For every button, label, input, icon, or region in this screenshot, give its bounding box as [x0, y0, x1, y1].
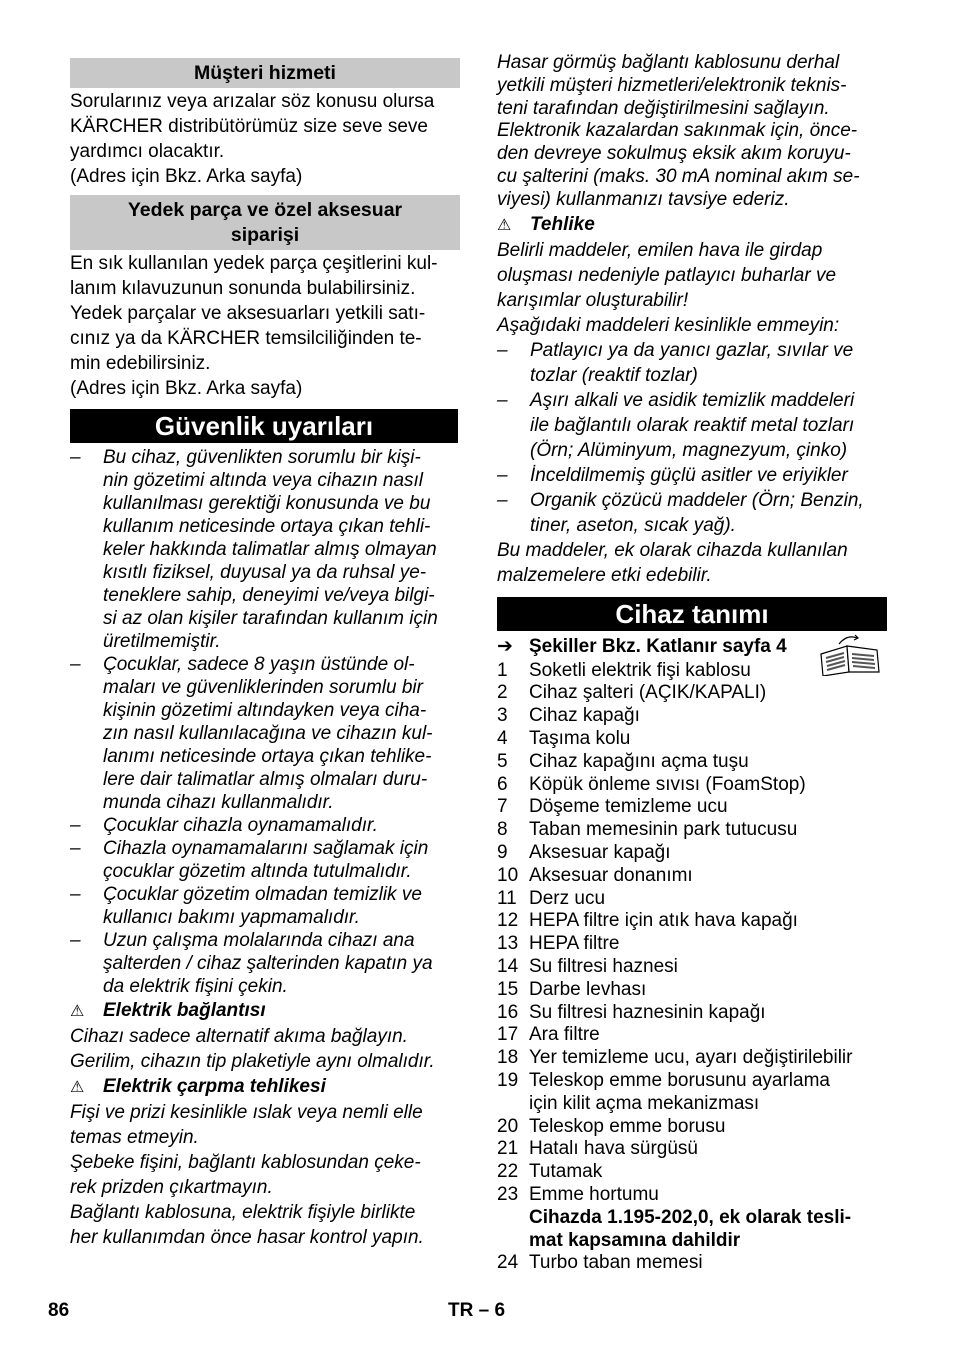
cable-damage-text: [497, 52, 887, 212]
device-parts-list: [497, 660, 887, 1207]
text-line: Çocuklar cihazla oynamamalıdır.: [103, 815, 378, 836]
spare-parts-heading: [70, 195, 460, 250]
item-text: Aksesuar donanımı: [529, 864, 693, 886]
danger-heading: [497, 212, 887, 238]
item-number: 11: [497, 887, 517, 909]
dash-marker: –: [70, 815, 81, 836]
item-text: [103, 814, 460, 837]
dash-marker: –: [70, 838, 81, 859]
spare-parts-text: [70, 251, 460, 401]
left-column: [70, 52, 460, 1250]
list-item: [70, 653, 460, 814]
text-line: Çocuklar, sadece 8 yaşın üstünde ol-: [103, 654, 415, 675]
text-line: oluşması nedeniyle patlayıcı buharlar ve: [497, 264, 837, 286]
list-item: [497, 1138, 887, 1161]
electric-connection-text: [70, 1024, 460, 1074]
item-number: 12: [497, 910, 519, 932]
item-number: 4: [497, 727, 508, 749]
list-item: [497, 682, 887, 705]
text-line: tiner, aseton, sıcak yağ).: [530, 514, 736, 536]
item-number: 18: [497, 1047, 519, 1069]
item-number: 24: [497, 1252, 519, 1274]
text-line: lanım kılavuzunun sonunda bulabilirsiniz.: [70, 278, 416, 299]
text-line: Bu cihaz, güvenlikten sorumlu bir kişi-: [103, 447, 421, 468]
item-text: Cihaz kapağı: [529, 705, 640, 727]
item-text: Turbo taban memesi: [529, 1252, 703, 1274]
text-line: teni tarafından değiştirilmesini sağlayın.: [497, 97, 830, 119]
text-line: munda cihazı kullanmalıdır.: [103, 792, 334, 813]
list-item: [497, 774, 887, 797]
list-item: [70, 446, 460, 653]
text-line: den devreye sokulmuş eksik akım koruyu-: [497, 143, 851, 165]
heading-line: siparişi: [230, 224, 300, 246]
dash-marker: –: [70, 930, 81, 951]
item-text: Derz ucu: [529, 887, 606, 909]
electric-connection-heading: [70, 998, 460, 1024]
list-item: [497, 388, 887, 463]
list-item: [70, 883, 460, 929]
note-line: mat kapsamına dahildir: [529, 1229, 741, 1251]
text-line: kişinin gözetimi altındayken veya ciha-: [103, 700, 427, 721]
item-number: 3: [497, 705, 508, 727]
item-text: [530, 463, 887, 488]
list-item: [497, 888, 887, 911]
text-line: nin gözetimi altında veya cihazın nasıl: [103, 470, 424, 491]
item-number: 22: [497, 1161, 519, 1183]
device-description-heading: Cihaz tanımı: [497, 597, 887, 631]
list-item: [497, 796, 887, 819]
text-line: maları ve güvenliklerinden sorumlu bir: [103, 677, 423, 698]
list-item: [497, 728, 887, 751]
item-text: [530, 388, 887, 463]
text-line: min edebilirsiniz.: [70, 353, 211, 374]
text-line: şalterden / cihaz şalterinden kapatın ya: [103, 953, 433, 974]
item-number: 17: [497, 1024, 519, 1046]
note-line: Cihazda 1.195-202,0, ek olarak tesli-: [529, 1206, 852, 1228]
list-item: [497, 1161, 887, 1184]
item-number: 2: [497, 682, 508, 704]
item-text: [103, 446, 460, 653]
item-text: Aksesuar kapağı: [529, 841, 671, 863]
item-number: 7: [497, 796, 508, 818]
danger-text: [497, 238, 887, 338]
item-number: 10: [497, 864, 519, 886]
item-text: Hatalı hava sürgüsü: [529, 1138, 698, 1160]
text-line: İnceldilmemiş güçlü asitler ve eriyikler: [530, 464, 848, 486]
text-line: her kullanımdan önce hasar kontrol yapın.: [70, 1227, 424, 1248]
text-line: da elektrik fişini çekin.: [103, 976, 288, 997]
item-number: 8: [497, 819, 508, 841]
item-text: [103, 653, 460, 814]
item-text: Emme hortumu: [529, 1183, 659, 1205]
item-number: 13: [497, 933, 519, 955]
list-item: [497, 933, 887, 956]
item-text: Su filtresi haznesinin kapağı: [529, 1001, 766, 1023]
text-line: Bağlantı kablosuna, elektrik fişiyle birlikte: [70, 1202, 416, 1223]
text-line: teneklere sahip, deneyimi ve/veya bilgi-: [103, 585, 435, 606]
book-icon: [817, 632, 883, 676]
list-item: [497, 338, 887, 388]
list-item: [497, 1093, 887, 1116]
item-text: Ara filtre: [529, 1024, 600, 1046]
list-item: [497, 819, 887, 842]
text-line: si az olan kişiler tarafından kullanım için: [103, 608, 438, 629]
text-line: viyesi) kullanmanızı tavsiye ederiz.: [497, 188, 790, 210]
item-number: 6: [497, 773, 508, 795]
text-line: kısıtlı fiziksel, duyusal ya da ruhsal ye-: [103, 562, 427, 583]
text-line: kullanıcı bakımı yapmamalıdır.: [103, 907, 360, 928]
device-note: [497, 1207, 887, 1253]
item-number: 16: [497, 1001, 519, 1023]
item-text: Cihaz şalteri (AÇIK/KAPALI): [529, 682, 767, 704]
list-item: [497, 842, 887, 865]
text-line: Belirli maddeler, emilen hava ile girdap: [497, 239, 823, 261]
list-item: [497, 1070, 887, 1093]
text-line: Uzun çalışma molalarında cihazı ana: [103, 930, 415, 951]
text-line: kullanım neticesinde ortaya çıkan tehli-: [103, 516, 431, 537]
text-line: üretilmemiştir.: [103, 631, 221, 652]
right-column: [497, 52, 887, 1275]
item-number: 19: [497, 1069, 519, 1091]
text-line: Aşırı alkali ve asidik temizlik maddeleri: [530, 389, 855, 411]
page-number: 86: [48, 1300, 70, 1321]
item-number: 15: [497, 978, 519, 1000]
item-text: Cihaz kapağını açma tuşu: [529, 750, 749, 772]
text-line: kullanılması gerektiği konusunda ve bu: [103, 493, 431, 514]
text-line: Bu maddeler, ek olarak cihazda kullanılan: [497, 539, 848, 561]
dash-marker: –: [497, 339, 508, 361]
text-line: En sık kullanılan yedek parça çeşitlerini kul-: [70, 253, 438, 274]
text-line: çocuklar gözetim altında tutulmalıdır.: [103, 861, 412, 882]
text-line: keler hakkında talimatlar almış olmayan: [103, 539, 437, 560]
heading-text: Elektrik bağlantısı: [103, 1000, 266, 1021]
list-item: [497, 705, 887, 728]
list-item: [497, 956, 887, 979]
arrow-icon: ➔: [497, 635, 513, 657]
item-number: 5: [497, 750, 508, 772]
item-number: 20: [497, 1115, 519, 1137]
text-line: karışımlar oluşturabilir!: [497, 289, 689, 311]
item-number: 9: [497, 841, 508, 863]
list-item: [497, 751, 887, 774]
danger-end-text: [497, 538, 887, 588]
list-item: [497, 1024, 887, 1047]
dash-marker: –: [70, 884, 81, 905]
text-line: KÄRCHER distribütörümüz size seve seve: [70, 116, 428, 137]
item-number: 23: [497, 1183, 519, 1205]
item-text: Taban memesinin park tutucusu: [529, 819, 798, 841]
item-text: Darbe levhası: [529, 978, 647, 1000]
text-line: Organik çözücü maddeler (Örn; Benzin,: [530, 489, 864, 511]
text-line: yardımcı olacaktır.: [70, 141, 225, 162]
item-text: [103, 883, 460, 929]
list-item: [70, 837, 460, 883]
list-item: [497, 1116, 887, 1139]
text-line: Aşağıdaki maddeleri kesinlikle emmeyin:: [497, 314, 840, 336]
electric-shock-heading: [70, 1074, 460, 1100]
list-item: [70, 929, 460, 998]
text-line: Sorularınız veya arızalar söz konusu olursa: [70, 91, 435, 112]
item-text: Teleskop emme borusunu ayarlama: [529, 1069, 830, 1091]
text-line: rek prizden çıkartmayın.: [70, 1177, 273, 1198]
list-item: [497, 463, 887, 488]
item-text: Teleskop emme borusu: [529, 1115, 726, 1137]
item-text: [103, 837, 460, 883]
section-indicator: TR – 6: [448, 1300, 506, 1321]
list-item: [497, 1252, 887, 1275]
item-text: için kilit açma mekanizması: [529, 1092, 760, 1114]
warning-triangle-icon: ⚠: [497, 216, 512, 234]
warning-triangle-icon: ⚠: [70, 1003, 85, 1020]
heading-line: Yedek parça ve özel aksesuar: [127, 199, 403, 221]
item-text: Su filtresi haznesi: [529, 955, 678, 977]
text-line: cınız ya da KÄRCHER temsilciliğinden te-: [70, 328, 422, 349]
text-line: lanımı neticesinde ortaya çıkan tehlike-: [103, 746, 432, 767]
list-item: [70, 814, 460, 837]
electric-shock-text: [70, 1100, 460, 1250]
item-number: 21: [497, 1138, 519, 1160]
safety-heading: Güvenlik uyarıları: [70, 409, 458, 443]
figure-reference-text: Şekiller Bkz. Katlanır sayfa 4: [529, 635, 787, 657]
text-line: yetkili müşteri hizmetleri/elektronik teknis-: [497, 74, 847, 96]
safety-list: [70, 446, 460, 998]
item-text: Yer temizleme ucu, ayarı değiştirilebilir: [529, 1047, 853, 1069]
item-number: 14: [497, 955, 519, 977]
text-line: (Örn; Alüminyum, magnezyum, çinko): [530, 439, 848, 461]
text-line: Cihazla oynamamalarını sağlamak için: [103, 838, 429, 859]
list-item: [497, 1184, 887, 1207]
text-line: zın nasıl kullanılacağına ve cihazın kul-: [103, 723, 433, 744]
text-line: Cihazı sadece alternatif akıma bağlayın.: [70, 1026, 408, 1047]
text-line: Çocuklar gözetim olmadan temizlik ve: [103, 884, 422, 905]
item-number: 1: [497, 659, 508, 681]
text-line: Yedek parçalar ve aksesuarları yetkili satı-: [70, 303, 426, 324]
list-item: [497, 865, 887, 888]
item-text: [530, 488, 887, 538]
list-item: [497, 1002, 887, 1025]
dash-marker: –: [497, 389, 508, 411]
text-line: lere dair talimatlar almış olmaları duru-: [103, 769, 428, 790]
item-text: Tutamak: [529, 1161, 603, 1183]
text-line: Şebeke fişini, bağlantı kablosundan çeke-: [70, 1152, 421, 1173]
list-item: [497, 910, 887, 933]
item-text: Soketli elektrik fişi kablosu: [529, 659, 751, 681]
list-item: [497, 979, 887, 1002]
text-line: Patlayıcı ya da yanıcı gazlar, sıvılar ve: [530, 339, 854, 361]
text-line: malzemelere etki edebilir.: [497, 564, 712, 586]
item-number: [497, 1093, 529, 1116]
text-line: Elektronik kazalardan sakınmak için, önce-: [497, 120, 858, 142]
dash-marker: –: [70, 654, 81, 675]
heading-text: Elektrik çarpma tehlikesi: [103, 1076, 326, 1097]
customer-service-text: [70, 89, 460, 189]
item-text: HEPA filtre: [529, 933, 620, 955]
text-line: (Adres için Bkz. Arka sayfa): [70, 378, 303, 399]
text-line: Fişi ve prizi kesinlikle ıslak veya nemli elle: [70, 1102, 423, 1123]
danger-list: [497, 338, 887, 538]
warning-triangle-icon: ⚠: [70, 1079, 85, 1096]
text-line: Hasar görmüş bağlantı kablosunu derhal: [497, 52, 840, 73]
item-text: HEPA filtre için atık hava kapağı: [529, 910, 798, 932]
item-text: [103, 929, 460, 998]
text-line: Gerilim, cihazın tip plaketiyle aynı olmalıdır.: [70, 1051, 435, 1072]
list-item: [497, 1047, 887, 1070]
dash-marker: –: [70, 447, 81, 468]
text-line: tozlar (reaktif tozlar): [530, 364, 698, 386]
dash-marker: –: [497, 489, 508, 511]
customer-service-heading: Müşteri hizmeti: [70, 58, 460, 88]
item-text: Döşeme temizleme ucu: [529, 796, 728, 818]
item-text: [530, 338, 887, 388]
text-line: cu şalterini (maks. 30 mA nominal akım se-: [497, 165, 860, 187]
heading-text: Tehlike: [530, 213, 595, 235]
text-line: temas etmeyin.: [70, 1127, 199, 1148]
text-line: ile bağlantılı olarak reaktif metal tozları: [530, 414, 855, 436]
item-text: Taşıma kolu: [529, 727, 631, 749]
list-item: [497, 488, 887, 538]
text-line: (Adres için Bkz. Arka sayfa): [70, 166, 303, 187]
dash-marker: –: [497, 464, 508, 486]
item-text: Köpük önleme sıvısı (FoamStop): [529, 773, 806, 795]
